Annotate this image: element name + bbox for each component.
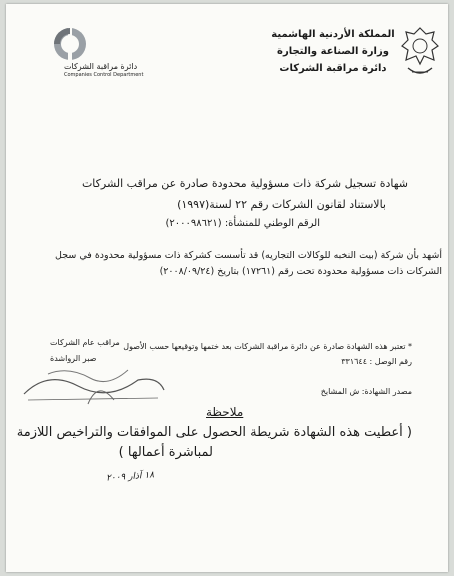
national-id: الرقم الوطني للمنشأة: (٢٠٠٠٩٨٦٢١): [165, 218, 320, 229]
note-title: ملاحظة: [206, 405, 244, 419]
receipt-number: رقم الوصل : ٣٣١٦٤٤: [341, 357, 412, 366]
handwritten-date: ١٨ آذار ٢٠٠٩: [105, 470, 155, 484]
kingdom-name: المملكة الأردنية الهاشمية: [271, 29, 395, 40]
signatory-name: صبر الرواشدة: [50, 354, 97, 363]
ministry-header: [268, 26, 398, 77]
signatory-title: مراقب عام الشركات: [50, 338, 120, 347]
certificate-body-line1: أشهد بأن شركة (بيت النخبه للوكالات التجاريه) قد تأسست كشركة ذات مسؤولية محدودة في سجل: [55, 250, 442, 261]
ministry-name: وزارة الصناعة والتجارة: [277, 46, 389, 57]
certificate-title-line1: شهادة تسجيل شركة ذات مسؤولية محدودة صادرة عن مراقب الشركات: [81, 177, 408, 190]
logo-english-text: Companies Control Department: [64, 72, 144, 78]
certificate-page: [6, 4, 448, 572]
certificate-body-line2: الشركات ذات مسؤولية محدودة تحت رقم (١٧٢٦١) بتاريخ (٢٠٠٨/٠٩/٢٤): [159, 266, 442, 277]
certificate-footnote: * تعتبر هذه الشهادة صادرة عن دائرة مراقبة الشركات بعد ختمها وتوقيعها حسب الأصول: [123, 342, 412, 351]
note-line2: لمباشرة أعمالها ): [118, 445, 213, 460]
note-line1: ( أعطيت هذه الشهادة شريطة الحصول على الموافقات والتراخيص اللازمة: [16, 425, 412, 440]
certificate-title-line2: بالاستناد لقانون الشركات رقم ٢٢ لسنة(١٩٩٧): [177, 198, 386, 211]
handwritten-signature-stamp: [18, 360, 168, 410]
jordan-crest-icon: [398, 26, 442, 82]
logo-arabic-text: دائرة مراقبة الشركات: [64, 62, 138, 71]
department-name: دائرة مراقبة الشركات: [279, 63, 387, 74]
certificate-source: مصدر الشهادة: ش المشايخ: [320, 387, 412, 396]
